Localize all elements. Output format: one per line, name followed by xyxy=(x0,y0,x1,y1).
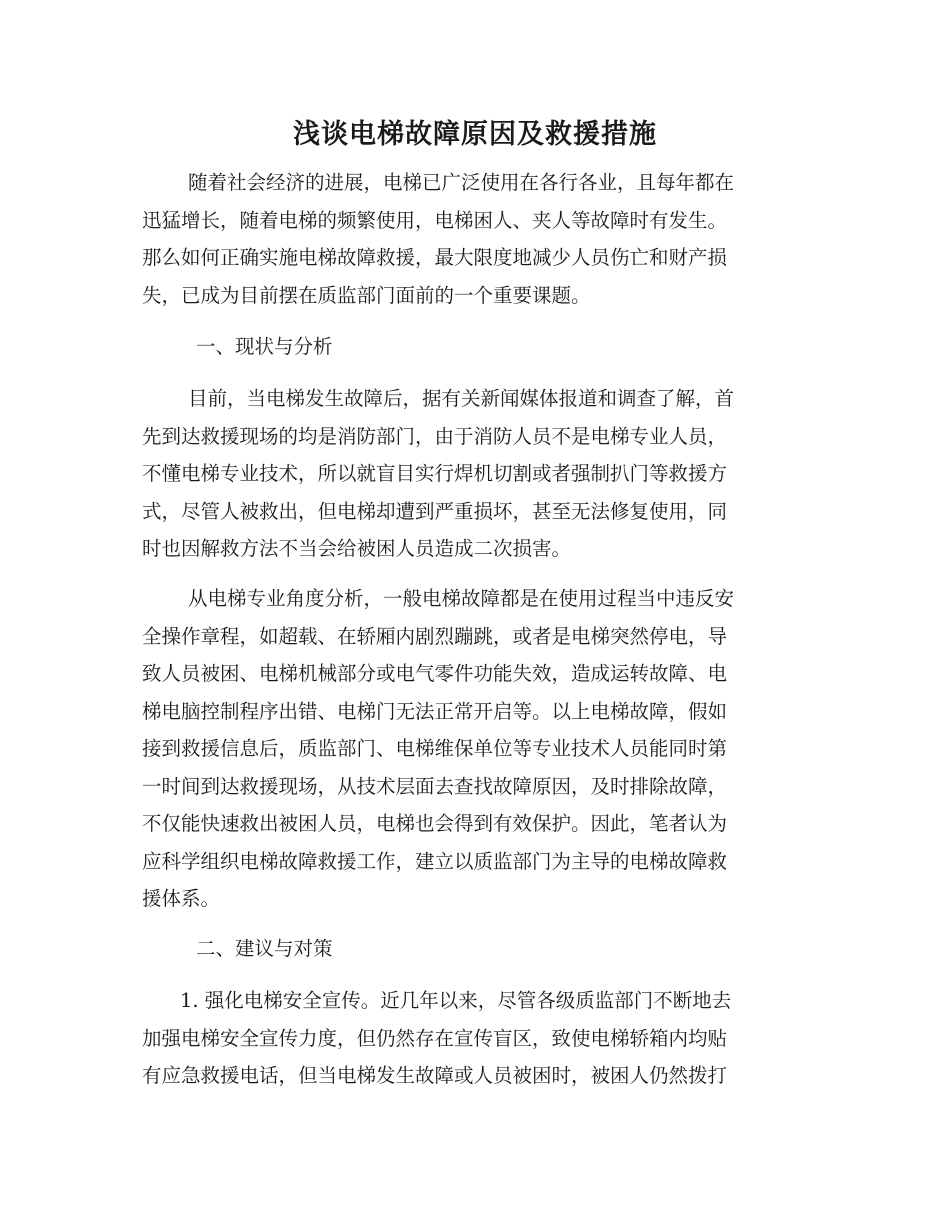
paragraph-line: 1. 强化电梯安全宣传。近几年以来，尽管各级质监部门不断地去 xyxy=(180,989,732,1012)
paragraph-line: 随着社会经济的进展，电梯已广泛使用在各行各业，且每年都在 xyxy=(188,171,735,194)
paragraph-line: 那么如何正确实施电梯故障救援，最大限度地减少人员伤亡和财产损 xyxy=(142,246,728,269)
paragraph-line: 一时间到达救援现场，从技术层面去查找故障原因，及时排除故障， xyxy=(142,774,728,798)
paragraph-line: 应科学组织电梯故障救援工作，建立以质监部门为主导的电梯故障救 xyxy=(142,849,728,873)
paragraph-line: 不仅能快速救出被困人员，电梯也会得到有效保护。因此，笔者认为 xyxy=(142,812,728,835)
paragraph-line: 加强电梯安全宣传力度，但仍然存在宣传盲区，致使电梯轿箱内均贴 xyxy=(142,1026,728,1050)
paragraph-intro xyxy=(142,164,808,314)
paragraph-line: 梯电脑控制程序出错、电梯门无法正常开启等。以上电梯故障，假如 xyxy=(142,699,728,723)
paragraph-line: 援体系。 xyxy=(142,887,221,910)
paragraph-line: 从电梯专业角度分析，一般电梯故障都是在使用过程当中违反安 xyxy=(188,587,735,610)
paragraph-analysis xyxy=(142,580,808,918)
paragraph-line: 迅猛增长，随着电梯的频繁使用，电梯困人、夹人等故障时有发生。 xyxy=(142,208,728,232)
paragraph-line: 目前，当电梯发生故障后，据有关新闻媒体报道和调查了解，首 xyxy=(188,387,735,410)
paragraph-line: 接到救援信息后，质监部门、电梯维保单位等专业技术人员能同时第 xyxy=(142,737,728,760)
paragraph-line: 式，尽管人被救出，但电梯却遭到严重损坏，甚至无法修复使用，同 xyxy=(142,499,728,523)
paragraph-line: 失，已成为目前摆在质监部门面前的一个重要课题。 xyxy=(142,283,591,307)
paragraph-line: 全操作章程，如超载、在轿厢内剧烈蹦跳，或者是电梯突然停电，导 xyxy=(142,624,728,648)
paragraph-line: 时也因解救方法不当会给被困人员造成二次损害。 xyxy=(142,537,572,560)
paragraph-line: 有应急救援电话，但当电梯发生故障或人员被困时，被困人仍然拨打 xyxy=(142,1064,728,1087)
document-title: 浅谈电梯故障原因及救援措施 xyxy=(293,119,657,150)
paragraph-suggestion xyxy=(142,982,808,1095)
paragraph-line: 致人员被困、电梯机械部分或电气零件功能失效，造成运转故障、电 xyxy=(142,662,728,685)
section-heading-1: 一、现状与分析 xyxy=(196,335,333,358)
paragraph-status xyxy=(142,380,808,568)
section-heading-2: 二、建议与对策 xyxy=(196,937,333,960)
paragraph-line: 不懂电梯专业技术，所以就盲目实行焊机切割或者强制扒门等救援方 xyxy=(142,462,728,485)
paragraph-line: 先到达救援现场的均是消防部门，由于消防人员不是电梯专业人员， xyxy=(142,424,728,448)
